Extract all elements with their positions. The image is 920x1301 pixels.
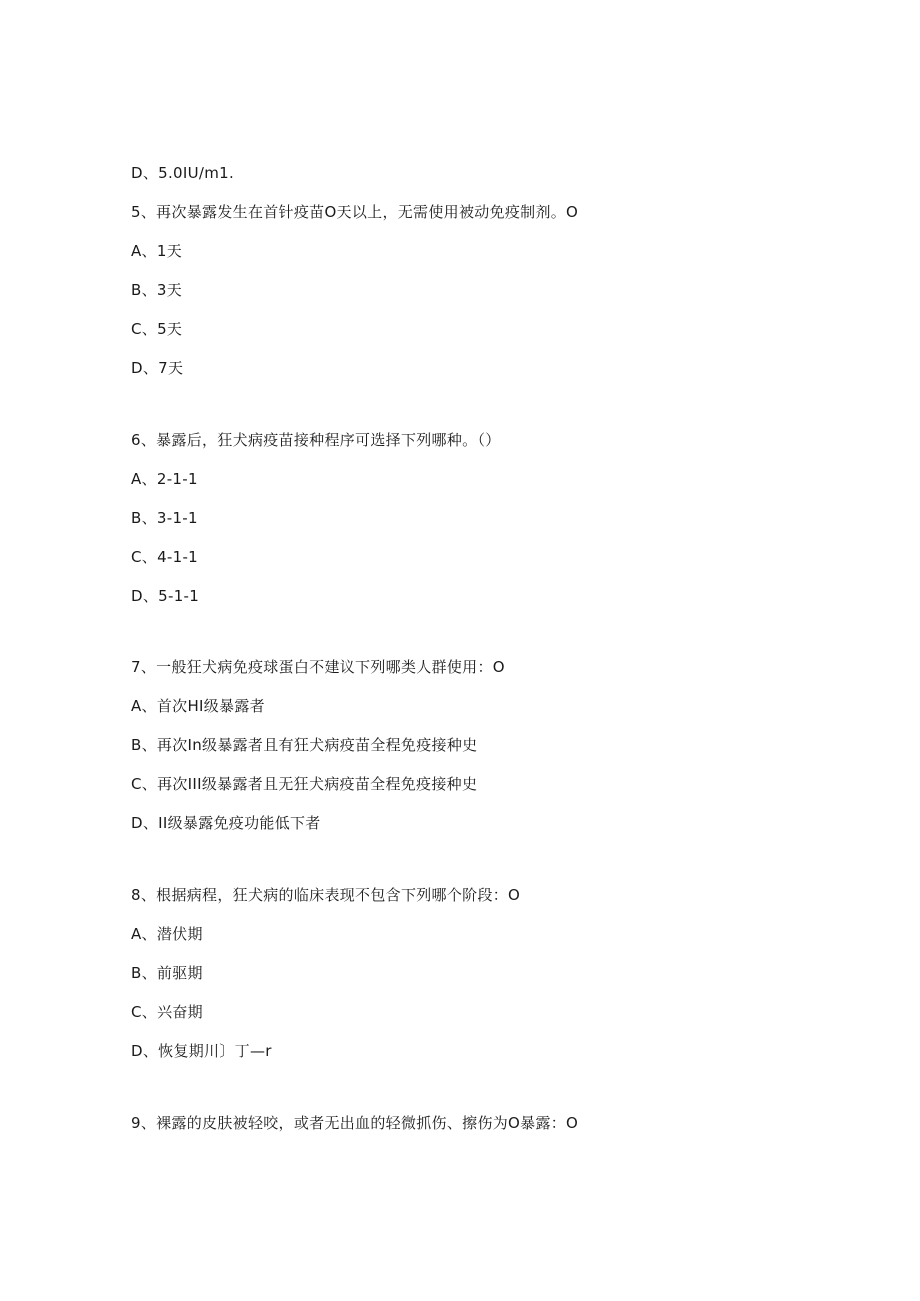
option-5d: D、7天 <box>131 359 184 377</box>
option-7c: C、再次III级暴露者且无狂犬病疫苗全程免疫接种史 <box>131 775 478 793</box>
option-4d: D、5.0IU∕m1. <box>131 164 235 182</box>
option-5c: C、5天 <box>131 320 183 338</box>
option-6a: A、2-1-1 <box>131 470 198 488</box>
option-5b: B、3天 <box>131 281 183 299</box>
option-8d: D、恢复期川〕丁—r <box>131 1042 272 1060</box>
option-8c: C、兴奋期 <box>131 1003 203 1021</box>
option-8b: B、前驱期 <box>131 964 203 982</box>
option-7b: B、再次In级暴露者且有狂犬病疫苗全程免疫接种史 <box>131 736 478 754</box>
option-5a: A、1天 <box>131 242 183 260</box>
question-5: 5、再次暴露发生在首针疫苗O天以上，无需使用被动免疫制剂。O <box>131 203 579 221</box>
question-7: 7、一般狂犬病免疫球蛋白不建议下列哪类人群使用：O <box>131 658 505 676</box>
option-6c: C、4-1-1 <box>131 548 199 566</box>
option-6b: B、3-1-1 <box>131 509 198 527</box>
option-6d: D、5-1-1 <box>131 587 200 605</box>
option-7a: A、首次HI级暴露者 <box>131 697 265 715</box>
option-7d: D、II级暴露免疫功能低下者 <box>131 814 321 832</box>
question-6: 6、暴露后，狂犬病疫苗接种程序可选择下列哪种。（） <box>131 431 501 449</box>
question-8: 8、根据病程，狂犬病的临床表现不包含下列哪个阶段：O <box>131 886 521 904</box>
question-9: 9、裸露的皮肤被轻咬，或者无出血的轻微抓伤、擦伤为O暴露：O <box>131 1114 579 1132</box>
option-8a: A、潜伏期 <box>131 925 203 943</box>
